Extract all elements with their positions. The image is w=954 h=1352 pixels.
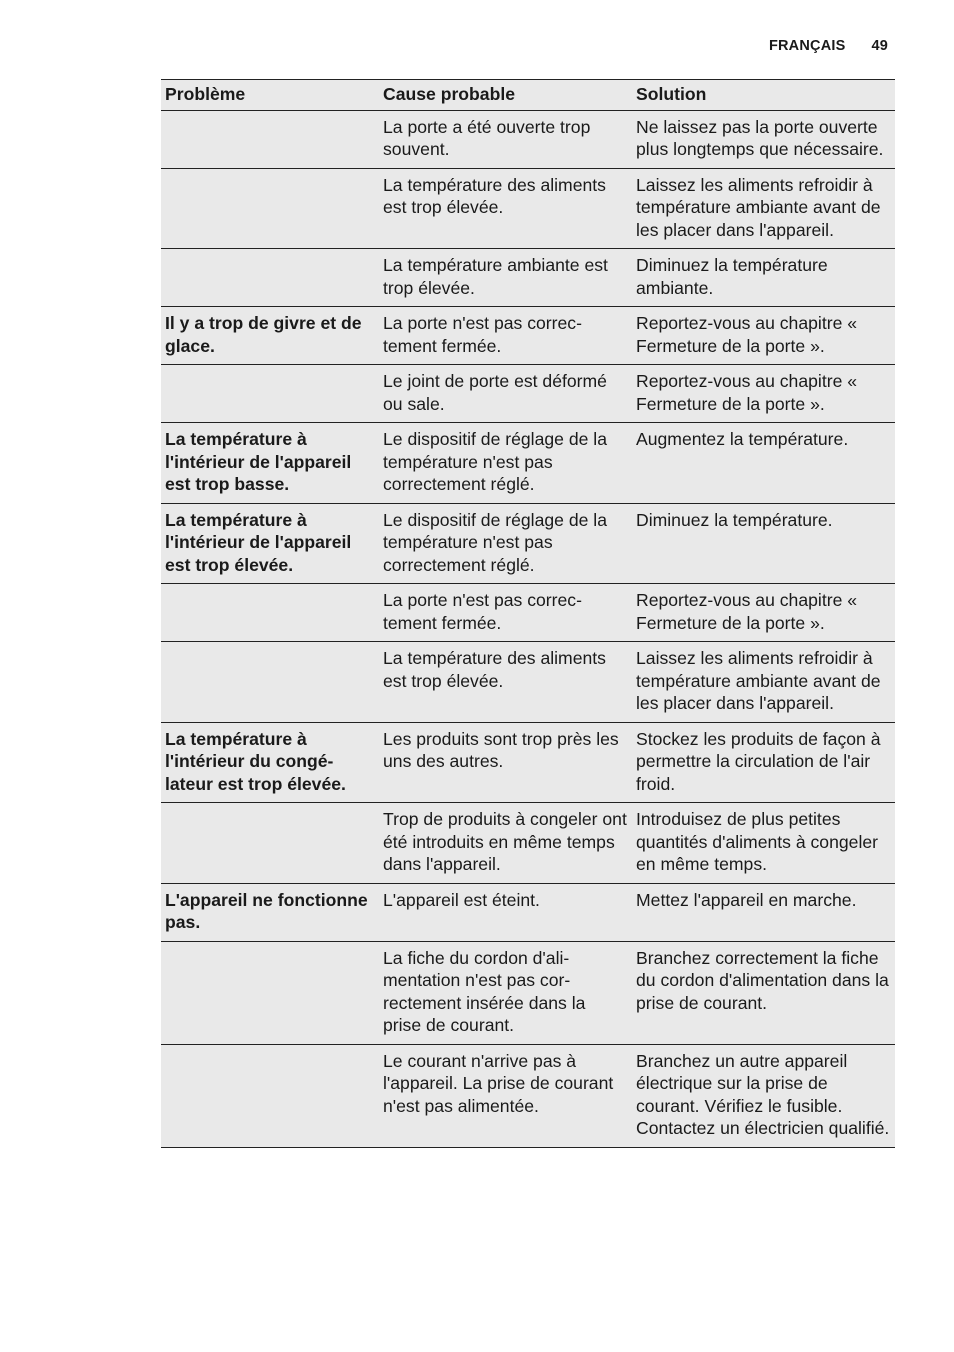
solution-cell: Reportez-vous au chapitre « Fermeture de la porte ». — [632, 307, 895, 365]
table-body — [161, 110, 895, 1147]
solution-cell: Reportez-vous au chapitre « Fermeture de la porte ». — [632, 584, 895, 642]
problem-cell: La température à l'intérieur de l'appareil est trop basse. — [161, 423, 379, 504]
solution-cell: Branchez un autre appareil électrique sur la prise de courant. Vérifiez le fusible. Contactez un électricien qualifié. — [632, 1044, 895, 1147]
table-row — [161, 168, 895, 249]
problem-cell — [161, 168, 379, 249]
table-row — [161, 584, 895, 642]
table-row — [161, 249, 895, 307]
problem-cell — [161, 941, 379, 1044]
cause-cell: La porte n'est pas correctement fermée. — [379, 307, 632, 365]
problem-cell — [161, 1044, 379, 1147]
table-row — [161, 503, 895, 584]
table-row — [161, 642, 895, 723]
solution-cell: Augmentez la température. — [632, 423, 895, 504]
cause-cell: La fiche du cordon d'alimentation n'est pas correctement insérée dans la prise de courant. — [379, 941, 632, 1044]
table-row — [161, 423, 895, 504]
table-row — [161, 803, 895, 884]
cause-cell: Le courant n'arrive pas à l'appareil. La prise de courant n'est pas alimentée. — [379, 1044, 632, 1147]
cause-cell: Les produits sont trop près les uns des autres. — [379, 722, 632, 803]
solution-cell: Stockez les produits de façon à permettre la circulation de l'air froid. — [632, 722, 895, 803]
cause-cell: Le joint de porte est déformé ou sale. — [379, 365, 632, 423]
solution-cell: Laissez les aliments refroidir à température ambiante avant de les placer dans l'appareil. — [632, 642, 895, 723]
problem-cell — [161, 584, 379, 642]
problem-cell — [161, 249, 379, 307]
column-header-cause: Cause probable — [379, 80, 632, 111]
table-row — [161, 307, 895, 365]
solution-cell: Diminuez la température. — [632, 503, 895, 584]
page-number: 49 — [871, 38, 888, 54]
solution-cell: Reportez-vous au chapitre « Fermeture de la porte ». — [632, 365, 895, 423]
table-row — [161, 110, 895, 168]
cause-cell: La porte n'est pas correctement fermée. — [379, 584, 632, 642]
cause-cell: La porte a été ouverte trop souvent. — [379, 110, 632, 168]
solution-cell: Laissez les aliments refroidir à température ambiante avant de les placer dans l'appareil. — [632, 168, 895, 249]
problem-cell — [161, 803, 379, 884]
column-header-solution: Solution — [632, 80, 895, 111]
problem-cell — [161, 642, 379, 723]
problem-cell — [161, 365, 379, 423]
table-row — [161, 941, 895, 1044]
problem-cell: La température à l'intérieur de l'appareil est trop élevée. — [161, 503, 379, 584]
cause-cell: Trop de produits à congeler ont été introduits en même temps dans l'appareil. — [379, 803, 632, 884]
table-row — [161, 1044, 895, 1147]
problem-cell: Il y a trop de givre et de glace. — [161, 307, 379, 365]
column-header-problem: Problème — [161, 80, 379, 111]
language-label: FRANÇAIS — [768, 38, 846, 54]
table-row — [161, 722, 895, 803]
solution-cell: Diminuez la température ambiante. — [632, 249, 895, 307]
cause-cell: L'appareil est éteint. — [379, 883, 632, 941]
solution-cell: Branchez correctement la fiche du cordon d'alimentation dans la prise de courant. — [632, 941, 895, 1044]
cause-cell: La température ambiante est trop élevée. — [379, 249, 632, 307]
troubleshooting-table — [161, 79, 895, 1148]
page-header — [0, 38, 888, 54]
problem-cell — [161, 110, 379, 168]
problem-cell: L'appareil ne fonctionne pas. — [161, 883, 379, 941]
cause-cell: La température des aliments est trop élevée. — [379, 642, 632, 723]
cause-cell: Le dispositif de réglage de la température n'est pas correctement réglé. — [379, 503, 632, 584]
table-header-row — [161, 80, 895, 111]
table-row — [161, 883, 895, 941]
table-header — [161, 80, 895, 111]
problem-cell: La température à l'intérieur du congélateur est trop élevée. — [161, 722, 379, 803]
cause-cell: La température des aliments est trop élevée. — [379, 168, 632, 249]
cause-cell: Le dispositif de réglage de la température n'est pas correctement réglé. — [379, 423, 632, 504]
solution-cell: Introduisez de plus petites quantités d'aliments à congeler en même temps. — [632, 803, 895, 884]
solution-cell: Ne laissez pas la porte ouverte plus longtemps que nécessaire. — [632, 110, 895, 168]
solution-cell: Mettez l'appareil en marche. — [632, 883, 895, 941]
table-row — [161, 365, 895, 423]
